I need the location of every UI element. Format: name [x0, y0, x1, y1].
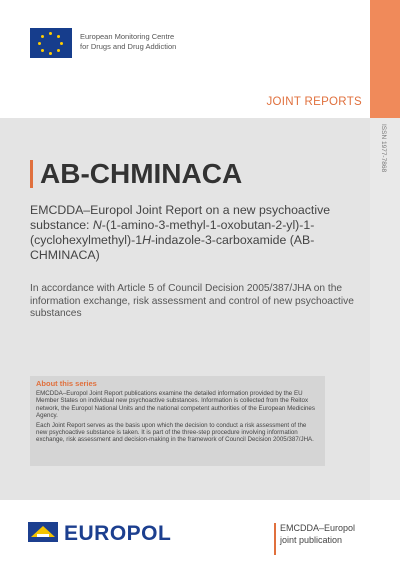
org-line-1: European Monitoring Centre: [80, 32, 175, 41]
subtitle: [30, 203, 360, 263]
publication-line-1: EMCDDA–Europol: [280, 523, 356, 533]
side-stripe: [370, 118, 400, 500]
emcdda-emblem-icon: [30, 28, 72, 58]
page-title: AB-CHMINACA: [40, 158, 243, 189]
publication-line-2: joint publication: [280, 534, 343, 545]
organisation-name: [80, 32, 176, 51]
subtitle-part-1: EMCDDA–Europol Joint Report on a new psychoactive substance:: [30, 203, 331, 232]
about-series-paragraph-1: EMCDDA–Europol Joint Report publications examine the detailed information provided by the EU Member States on individual new psychoactive substances. Information is collected from the Reitox network, the Europol National Units and the national competent authorities of the European Medicines Agency.: [36, 390, 315, 420]
title-accent-bar: [30, 160, 33, 188]
publication-accent-bar: [274, 523, 276, 555]
issn: ISSN 1977-7868: [380, 124, 387, 173]
series-label: JOINT REPORTS: [266, 96, 362, 108]
subtitle-italic-2: H: [142, 233, 151, 247]
europol-wordmark: EUROPOL: [64, 522, 172, 545]
subtitle-part-2: -(1-amino-3-methyl-1-oxobutan-2-yl)-1-(cyclohexylmethyl)-1: [30, 218, 315, 247]
about-series-title: About this series: [36, 379, 97, 388]
publication-type: [280, 523, 355, 546]
subtitle-italic-1: N: [92, 218, 102, 232]
subtitle-part-3: -indazole-3-carboxamide (AB-CHMINACA): [30, 233, 315, 262]
about-series-box: [30, 376, 325, 466]
org-line-2: for Drugs and Drug Addiction: [80, 41, 177, 51]
legal-basis-text: In accordance with Article 5 of Council Decision 2005/387/JHA on the information exchange, risk assessment and control of new psychoactive substances: [30, 283, 354, 320]
europol-logo-icon: [28, 522, 58, 542]
about-series-paragraph-2: Each Joint Report serves as the basis upon which the decision to conduct a risk assessment of the new psychoactive substance is taken. It is part of the three-step procedure involving information exchange, risk assessment and decision-making in the framework of Council Decision 2005/387/JHA.: [36, 421, 314, 444]
accent-stripe: [370, 0, 400, 118]
